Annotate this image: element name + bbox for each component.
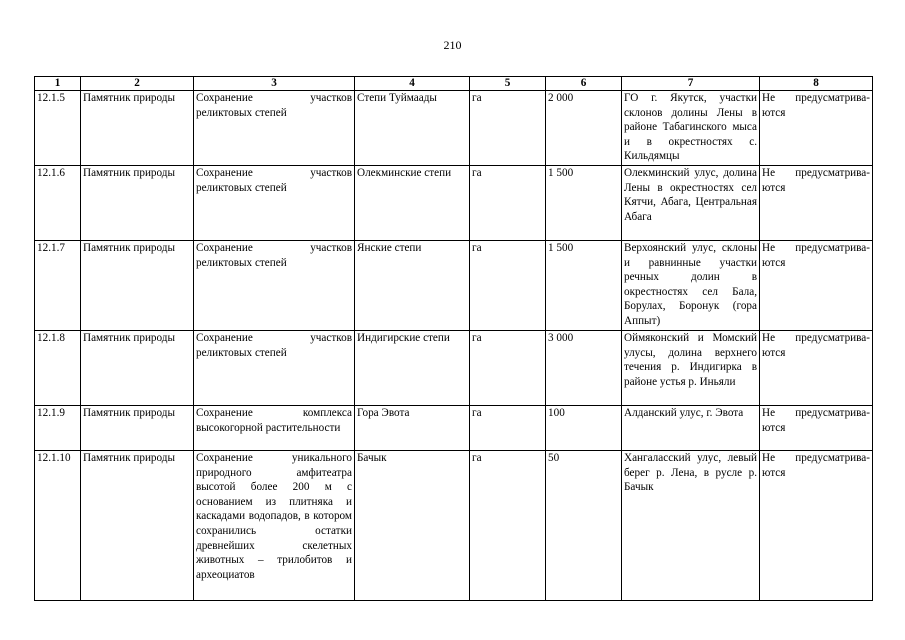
object-location: Хангаласский улус, левый берег р. Лена, в русле р. Бачык (622, 451, 760, 601)
row-number: 12.1.8 (35, 331, 81, 406)
object-note: Не предусматрива-ются (760, 91, 873, 166)
object-location: Верхоянский улус, склоны и равнинные участки речных долин в окрестностях сел Бала, Борулах, Боронук (гора Аппыт) (622, 241, 760, 331)
object-location: Алданский улус, г. Эвота (622, 406, 760, 451)
object-name: Индигирские степи (355, 331, 470, 406)
object-purpose: Сохранение комплекса высокогорной растительности (194, 406, 355, 451)
object-type: Памятник природы (81, 406, 194, 451)
object-type: Памятник природы (81, 91, 194, 166)
column-header: 5 (470, 77, 546, 91)
object-purpose: Сохранение участков реликтовых степей (194, 241, 355, 331)
object-note: Не предусматрива-ются (760, 406, 873, 451)
area-value: 3 000 (546, 331, 622, 406)
row-number: 12.1.7 (35, 241, 81, 331)
column-header: 3 (194, 77, 355, 91)
column-header: 8 (760, 77, 873, 91)
table-row (35, 406, 873, 451)
table-row (35, 166, 873, 241)
area-unit: га (470, 241, 546, 331)
object-name: Степи Туймаады (355, 91, 470, 166)
area-unit: га (470, 406, 546, 451)
table-row (35, 91, 873, 166)
row-number: 12.1.6 (35, 166, 81, 241)
column-header: 2 (81, 77, 194, 91)
object-location: ГО г. Якутск, участки склонов долины Лены в районе Табагинского мыса и в окрестностях с. Кильдямцы (622, 91, 760, 166)
area-value: 50 (546, 451, 622, 601)
object-location: Оймяконский и Момский улусы, долина верхнего течения р. Индигирка в районе устья р. Иньяли (622, 331, 760, 406)
object-name: Янские степи (355, 241, 470, 331)
object-note: Не предусматрива-ются (760, 241, 873, 331)
area-value: 100 (546, 406, 622, 451)
column-header: 4 (355, 77, 470, 91)
object-note: Не предусматрива-ются (760, 451, 873, 601)
object-location: Олекминский улус, долина Лены в окрестностях сел Кятчи, Абага, Центральная Абага (622, 166, 760, 241)
protected-areas-table (34, 76, 873, 601)
object-type: Памятник природы (81, 166, 194, 241)
table-row (35, 241, 873, 331)
object-type: Памятник природы (81, 451, 194, 601)
area-unit: га (470, 331, 546, 406)
object-type: Памятник природы (81, 331, 194, 406)
column-header: 1 (35, 77, 81, 91)
column-header: 6 (546, 77, 622, 91)
object-purpose: Сохранение участков реликтовых степей (194, 331, 355, 406)
object-name: Бачык (355, 451, 470, 601)
column-header: 7 (622, 77, 760, 91)
table-row (35, 331, 873, 406)
area-value: 1 500 (546, 166, 622, 241)
area-unit: га (470, 451, 546, 601)
area-unit: га (470, 91, 546, 166)
object-name: Гора Эвота (355, 406, 470, 451)
area-value: 1 500 (546, 241, 622, 331)
row-number: 12.1.10 (35, 451, 81, 601)
area-unit: га (470, 166, 546, 241)
object-note: Не предусматрива-ются (760, 331, 873, 406)
table-row (35, 451, 873, 601)
table-header-row (35, 77, 873, 91)
page-number: 210 (443, 38, 462, 52)
object-purpose: Сохранение участков реликтовых степей (194, 166, 355, 241)
object-purpose: Сохранение участков реликтовых степей (194, 91, 355, 166)
row-number: 12.1.5 (35, 91, 81, 166)
object-type: Памятник природы (81, 241, 194, 331)
area-value: 2 000 (546, 91, 622, 166)
object-name: Олекминские степи (355, 166, 470, 241)
object-purpose: Сохранение уникального природного амфитеатра высотой более 200 м с основанием из плитняка и каскадами водопадов, в котором сохранились остатки древнейших скелетных животных – трилобитов и археоциатов (194, 451, 355, 601)
object-note: Не предусматрива-ются (760, 166, 873, 241)
row-number: 12.1.9 (35, 406, 81, 451)
